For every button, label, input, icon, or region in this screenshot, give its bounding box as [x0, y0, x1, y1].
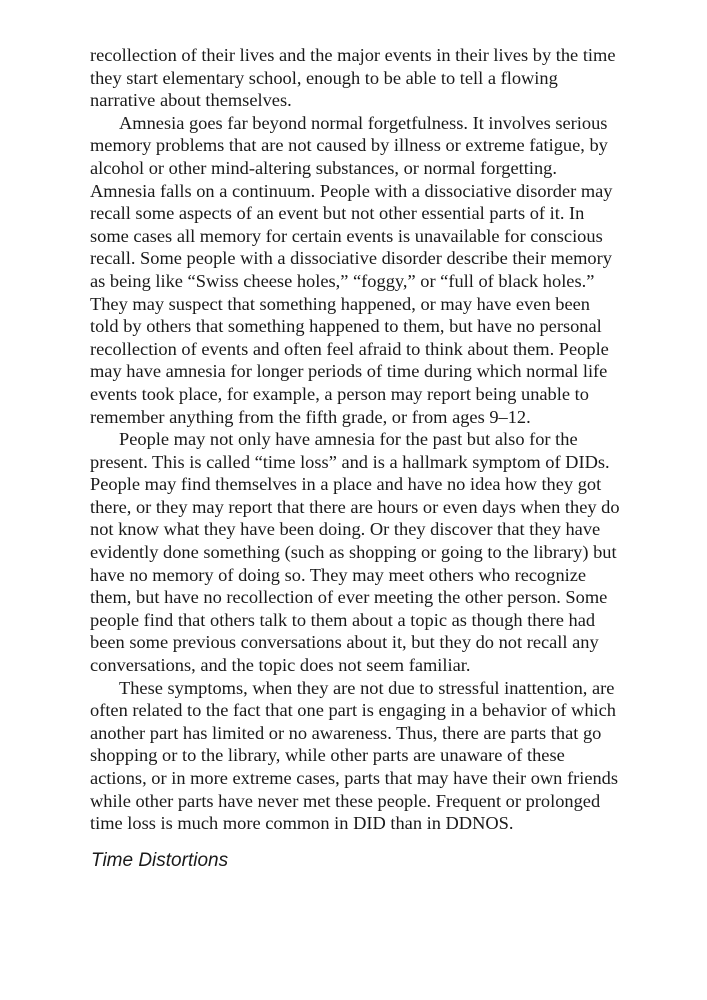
section-heading: Time Distortions [91, 849, 229, 871]
paragraph-amnesia: Amnesia goes far beyond normal forgetfulness. It involves serious memory problems that are not caused by illness or extreme fatigue, by alcohol or other mind-altering substances, or normal forgetting. Amnesia falls on a continuum. People with a dissociative disorder may recall some aspects of an event but not other essential parts of it. In some cases all memory for certain events is unavailable for conscious recall. Some people with a dissociative disorder describe their memory as being like “Swiss cheese holes,” “foggy,” or “full of black holes.” They may suspect that something happened, or may have even been told by others that something happened to them, but have no personal recollection of events and often feel afraid to think about them. People may have amnesia for longer periods of time during which normal life events took place, for example, a person may report being unable to remember anything from the fifth grade, or from ages 9–12. [90, 112, 613, 427]
paragraph-symptoms: These symptoms, when they are not due to stressful inattention, are often related to the fact that one part is engaging in a behavior of which another part has limited or no awareness. Thus, there are parts that go shopping or to the library, while other parts are unaware of these actions, or in more extreme cases, parts that may have their own friends while other parts have never met these people. Frequent or prolonged time loss is much more common in DID than in DDNOS. [90, 677, 619, 834]
document-page [90, 44, 620, 873]
paragraph-continuation: recollection of their lives and the major events in their lives by the time they start elementary school, enough to be able to tell a flowing narrative about themselves. [90, 45, 616, 111]
paragraph-time-loss: People may not only have amnesia for the past but also for the present. This is called “time loss” and is a hallmark symptom of DIDs. People may find themselves in a place and have no idea how they got there, or they may report that there are hours or even days when they do not know what they have been doing. Or they discover that they have evidently done something (such as shopping or going to the library) but have no memory of doing so. They may meet others who recognize them, but have no recollection of ever meeting the other person. Some people find that others talk to them about a topic as though there had been some previous conversations about it, but they do not recall any conversations, and the topic does not seem familiar. [90, 429, 620, 676]
